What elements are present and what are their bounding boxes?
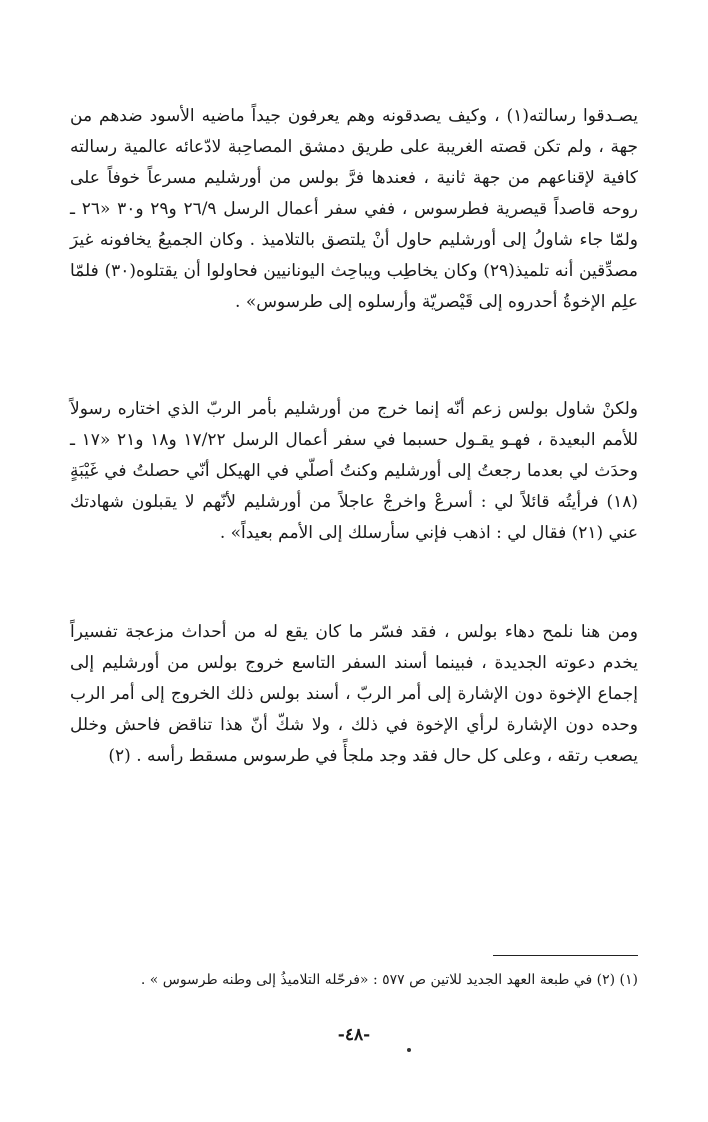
paragraph-2: ولكنْ شاول بولس زعم أنّه إنما خرج من أورشليم بأمر الربّ الذي اختاره رسولاً للأمم البعيدة ، فهـو يقـول حسبما في سفر أعمال الرسل ١٧/٢٢ و١٨ و٢١ «١٧ ـ وحدَث لي بعدما رجعتُ إلى أورشليم وكنتُ أصلّي في الهيكل أنّي حصلتُ في غَيْبَةٍ (١٨) فرأيتُه قائلاً لي : أسرعْ واخرجْ عاجلاً من أورشليم لأنّهم لا يقبلون شهادتك عني (٢١) فقال لي : اذهب فإني سأرسلك إلى الأمم بعيداً» . bbox=[70, 399, 639, 543]
footnote-separator bbox=[493, 955, 638, 956]
scan-speck bbox=[407, 1048, 411, 1052]
page-number: -٤٨- bbox=[337, 1025, 371, 1045]
paragraph-1: يصـدقوا رسالته(١) ، وكيف يصدقونه وهم يعرفون جيداً ماضيه الأسود ضدهم من جهة ، ولم تكن قصته الغريبة على طريق دمشق المصاحِبة لادّعائه عالمية رسالته كافية لإقناعهم من جهة ثانية ، فعندها فرَّ بولس من أورشليم مسرعاً خوفاً على روحه قاصداً قيصرية فطرسوس ، ففي سفر أعمال الرسل ٢٦/٩ و٢٩ و٣٠ «٢٦ ـ ولمّا جاء شاولُ إلى أورشليم حاول أنْ يلتصق بالتلاميذ . وكان الجميعُ يخافونه غيرَ مصدِّقين أنه تلميذ(٢٩) وكان يخاطِب ويباحِث اليونانيين فحاولوا أن يقتلوه(٣٠) فلمّا علِم الإخوةُ أحدروه إلى قَيْصريّة وأرسلوه إلى طرسوس» . bbox=[70, 106, 639, 312]
paragraph-3: ومن هنا نلمح دهاء بولس ، فقد فسّر ما كان يقع له من أحداث مزعجة تفسيراً يخدم دعوته الجديدة ، فبينما أسند السفر التاسع خروج بولس من أورشليم إلى إجماع الإخوة دون الإشارة إلى أمر الربّ ، أسند بولس ذلك الخروج إلى أمر الرب وحده دون الإشارة لرأي الإخوة في ذلك ، ولا شكّ أنّ هذا تناقض فاحش وخلل يصعب رتقه ، وعلى كل حال فقد وجد ملجأً في طرسوس مسقط رأسه . (٢) bbox=[70, 622, 638, 766]
footnote: (١) (٢) في طبعة العهد الجديد للاتين ص ٥٧٧ : «فرحّله التلاميذُ إلى وطنه طرسوس » . bbox=[140, 972, 638, 988]
